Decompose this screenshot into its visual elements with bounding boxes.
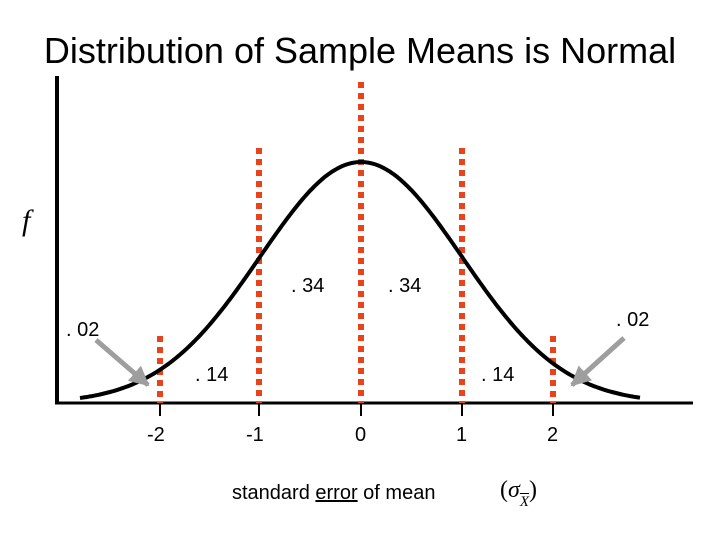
tick-label-plus-1: 1 xyxy=(456,424,468,446)
area-label-right-center: . 34 xyxy=(388,275,422,297)
x-axis-label-suffix: of mean xyxy=(357,482,436,504)
y-axis-label: f xyxy=(22,204,31,237)
x-axis-label xyxy=(232,482,435,505)
x-axis-label-prefix: standard xyxy=(232,482,316,504)
diagram-title: Distribution of Sample Means is Normal xyxy=(43,30,677,71)
right-tail-arrow xyxy=(572,338,624,385)
area-label-left-tail: . 02 xyxy=(66,319,100,341)
sigma-close-paren: ) xyxy=(529,477,538,503)
left-tail-arrow xyxy=(96,340,148,385)
x-axis-label-underlined: error xyxy=(315,482,358,504)
tick-label-minus-1: -1 xyxy=(246,424,264,446)
area-label-left-inner: . 14 xyxy=(195,364,229,386)
area-label-right-tail: . 02 xyxy=(616,309,650,331)
sigma-open-paren: ( xyxy=(500,477,508,503)
tick-label-zero: 0 xyxy=(355,424,367,446)
sigma-symbol: σ xyxy=(508,477,520,503)
tick-label-minus-2: -2 xyxy=(147,424,165,446)
sigma-subscript: X xyxy=(519,494,530,510)
area-label-left-center: . 34 xyxy=(291,275,325,297)
sigma-notation xyxy=(500,477,538,510)
area-label-right-inner: . 14 xyxy=(481,364,515,386)
tick-label-plus-2: 2 xyxy=(547,424,559,446)
